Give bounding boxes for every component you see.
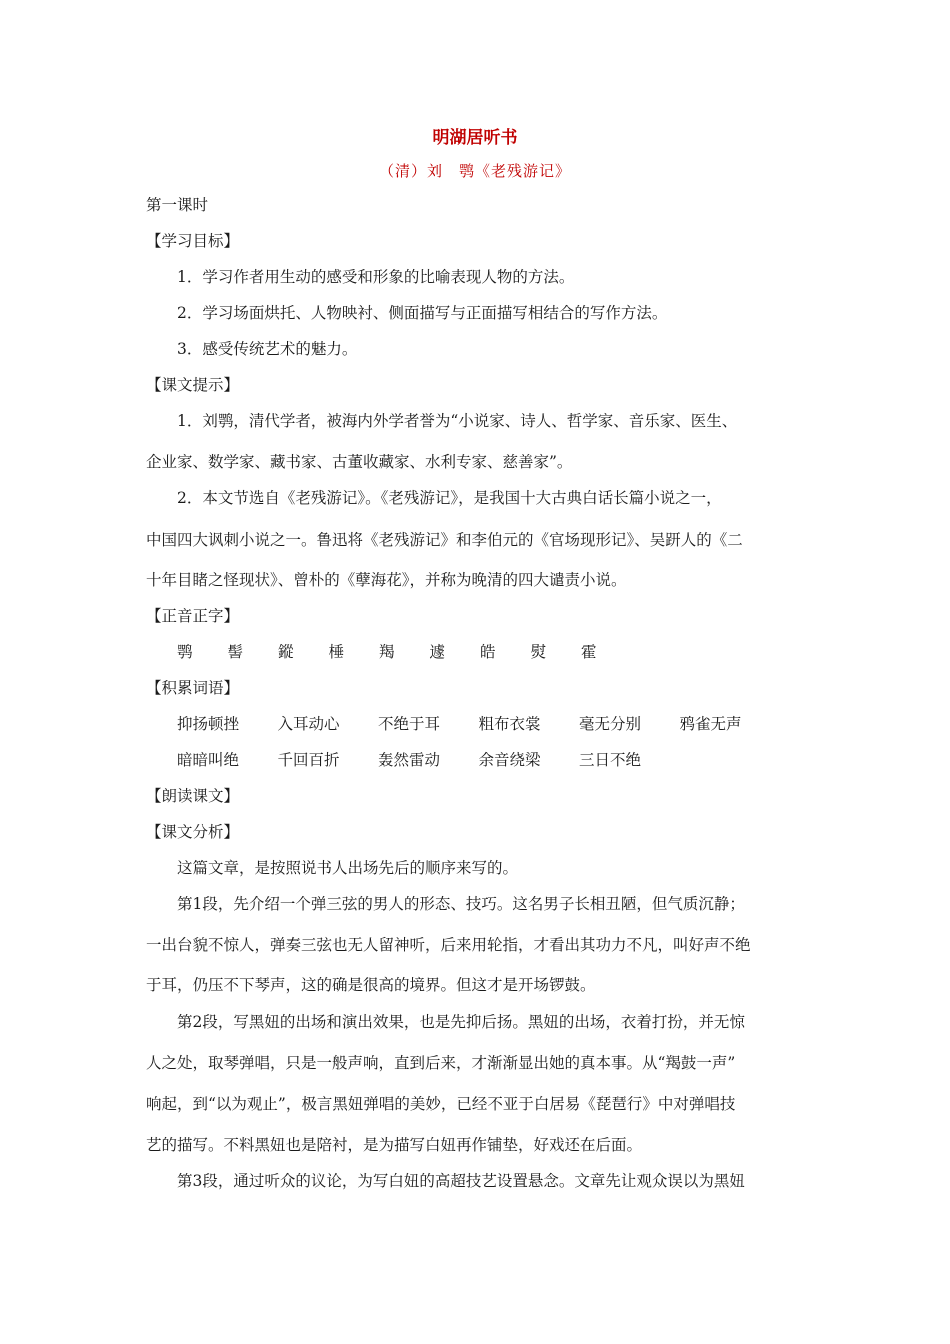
pronunciation-char: 棰: [328, 643, 345, 661]
pronunciation-char: 羯: [379, 643, 395, 661]
document-title: 明湖居听书: [432, 128, 518, 148]
vocab-word: 不绝于耳: [378, 715, 441, 733]
analysis-line: 于耳，仍压不下琴声，这的确是很高的境界。但这才是开场锣鼓。: [146, 976, 596, 994]
hint-line: 2．本文节选自《老残游记》。《老残游记》，是我国十大古典白话长篇小说之一，: [177, 489, 722, 507]
pronunciation-char: 鹗: [177, 643, 193, 661]
vocab-word: 粗布衣裳: [478, 715, 541, 733]
goal-item: 3．感受传统艺术的魅力。: [177, 340, 358, 358]
vocab-row: [177, 714, 780, 734]
document-subtitle: （清）刘 鹗《老残游记》: [378, 162, 571, 180]
vocab-word: 入耳动心: [277, 715, 340, 733]
analysis-line: 一出台貌不惊人，弹奏三弦也无人留神听，后来用轮指，才看出其功力不凡，叫好声不绝: [146, 936, 751, 954]
analysis-intro: 这篇文章，是按照说书人出场先后的顺序来写的。: [177, 859, 519, 877]
pronunciation-char: 鏦: [278, 643, 294, 661]
vocab-row: [177, 750, 680, 770]
lesson-label: 第一课时: [146, 196, 209, 214]
pronunciation-char: 霍: [581, 643, 597, 661]
pronunciation-char: 遽: [429, 643, 446, 661]
vocab-word: 鸦雀无声: [679, 715, 742, 733]
vocab-word: 千回百折: [277, 751, 340, 769]
goal-item: 1．学习作者用生动的感受和形象的比喻表现人物的方法。: [177, 268, 575, 286]
vocab-heading: 【积累词语】: [146, 679, 240, 697]
vocab-word: 余音绕梁: [478, 751, 541, 769]
analysis-line: 第1段，先介绍一个弹三弦的男人的形态、技巧。这名男子长相丑陋，但气质沉静；: [177, 895, 745, 913]
pronunciation-char: 髻: [227, 643, 244, 661]
vocab-word: 轰然雷动: [378, 751, 441, 769]
hint-line: 企业家、数学家、藏书家、古董收藏家、水利专家、慈善家”。: [146, 453, 573, 471]
goals-heading: 【学习目标】: [146, 232, 240, 250]
analysis-line: 艺的描写。不料黑妞也是陪衬，是为描写白妞再作铺垫，好戏还在后面。: [146, 1136, 643, 1154]
goal-item: 2．学习场面烘托、人物映衬、侧面描写与正面描写相结合的写作方法。: [177, 304, 668, 322]
analysis-line: 人之处，取琴弹唱，只是一般声响，直到后来，才渐渐显出她的真本事。从“羯鼓一声”: [146, 1054, 736, 1072]
pronunciation-chars: [177, 642, 632, 662]
reading-heading: 【朗读课文】: [146, 787, 240, 805]
analysis-line: 第3段，通过听众的议论，为写白妞的高超技艺设置悬念。文章先让观众误以为黑妞: [177, 1172, 745, 1190]
hint-line: 中国四大讽刺小说之一。鲁迅将《老残游记》和李伯元的《官场现形记》、吴趼人的《二: [146, 531, 743, 549]
hints-heading: 【课文提示】: [146, 376, 240, 394]
vocab-word: 抑扬顿挫: [177, 715, 240, 733]
hint-line: 1．刘鹗，清代学者，被海内外学者誉为“小说家、诗人、哲学家、音乐家、医生、: [177, 412, 738, 430]
analysis-heading: 【课文分析】: [146, 823, 240, 841]
pronunciation-char: 皓: [480, 643, 496, 661]
hint-line: 十年目睹之怪现状》、曾朴的《孽海花》，并称为晚清的四大谴责小说。: [146, 571, 627, 589]
vocab-word: 毫无分别: [579, 715, 642, 733]
vocab-word: 三日不绝: [579, 751, 642, 769]
vocab-word: 暗暗叫绝: [177, 751, 240, 769]
pronunciation-heading: 【正音正字】: [146, 607, 240, 625]
analysis-line: 响起，到“以为观止”，极言黑妞弹唱的美妙，已经不亚于白居易《琵琶行》中对弹唱技: [146, 1095, 736, 1113]
pronunciation-char: 熨: [530, 643, 547, 661]
analysis-line: 第2段，写黑妞的出场和演出效果，也是先抑后扬。黑妞的出场，衣着打扮，并无惊: [177, 1013, 745, 1031]
